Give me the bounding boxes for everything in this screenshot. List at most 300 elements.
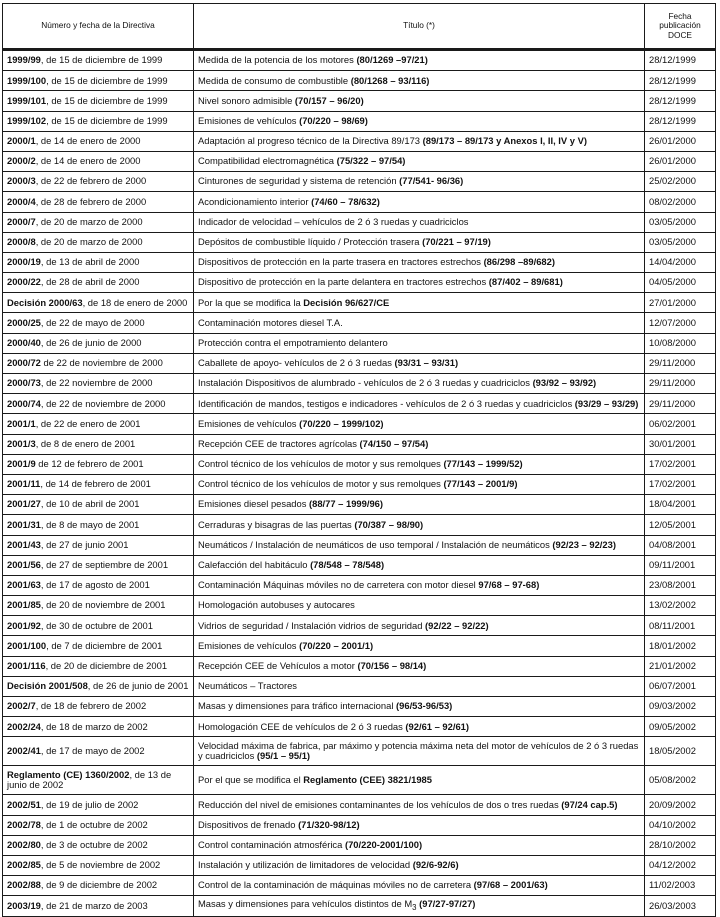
directive-date-text: , de 20 de marzo de 2000 <box>35 215 143 227</box>
directive-date-text: , de 18 de febrero de 2002 <box>35 700 147 712</box>
directive-date-text: , de 9 de diciembre de 2002 <box>40 879 158 891</box>
directive-number: 2001/27 <box>7 498 41 510</box>
title-text: Calefacción del habitáculo <box>198 559 311 571</box>
directive-number: 2002/78 <box>7 818 41 830</box>
title-text: Emisiones de vehículos <box>198 114 300 126</box>
directive-reference: (92/6-92/6) <box>412 859 459 871</box>
table-row <box>3 636 716 656</box>
table-row <box>3 575 716 595</box>
directive-number-date <box>3 575 194 595</box>
header-number-date: Número y fecha de la Directiva <box>3 4 194 50</box>
directive-date-text: , de 15 de diciembre de 1999 <box>46 114 168 126</box>
directive-title <box>194 697 645 717</box>
table-row <box>3 111 716 131</box>
directive-number: 1999/100 <box>7 74 47 86</box>
title-text: Neumáticos / Instalación de neumáticos de uso temporal / Instalación de neumáticos <box>198 538 553 550</box>
directive-reference: (93/29 – 93/29) <box>574 397 639 409</box>
directive-title <box>194 192 645 212</box>
title-text: Cerraduras y bisagras de las puertas <box>198 518 355 530</box>
directive-number: 2000/8 <box>7 236 36 248</box>
title-text: Dispositivo de protección en la parte delantera en tractores estrechos <box>198 276 489 288</box>
publication-date: 08/02/2000 <box>645 192 716 212</box>
publication-date: 21/01/2002 <box>645 656 716 676</box>
directive-number: 1999/101 <box>7 94 47 106</box>
table-row <box>3 795 716 815</box>
directive-reference: (96/53-96/53) <box>396 700 453 712</box>
directive-title <box>194 717 645 737</box>
publication-date: 29/11/2000 <box>645 374 716 394</box>
title-text: Contaminación motores diesel T.A. <box>198 316 343 328</box>
directive-title <box>194 333 645 353</box>
directive-date-text: , de 5 de noviembre de 2002 <box>40 859 161 871</box>
table-row <box>3 596 716 616</box>
directive-number: 2001/63 <box>7 579 41 591</box>
publication-date: 18/05/2002 <box>645 737 716 766</box>
title-text: Por el que se modifica el <box>198 774 304 786</box>
directive-number: 2002/88 <box>7 879 41 891</box>
title-text: Caballete de apoyo- vehículos de 2 ó 3 ruedas <box>198 357 395 369</box>
directive-title <box>194 353 645 373</box>
directive-number: Decisión 2000/63 <box>7 296 83 308</box>
directive-number: 2001/56 <box>7 559 41 571</box>
publication-date: 26/01/2000 <box>645 131 716 151</box>
directive-title <box>194 131 645 151</box>
directive-title <box>194 434 645 454</box>
directive-number: 2001/1 <box>7 417 36 429</box>
table-row <box>3 333 716 353</box>
directive-title <box>194 394 645 414</box>
directive-number-date <box>3 766 194 795</box>
directive-date-text: de 12 de febrero de 2001 <box>35 458 144 470</box>
table-row <box>3 766 716 795</box>
directive-number-date <box>3 474 194 494</box>
directive-reference: (86/298 –89/682) <box>483 256 555 268</box>
directive-number-date <box>3 212 194 232</box>
directive-date-text: , de 14 de enero de 2000 <box>35 135 141 147</box>
directive-number: 2001/100 <box>7 639 47 651</box>
title-text: Depósitos de combustible líquido / Protección trasera <box>198 236 423 248</box>
directive-reference: (70/156 – 98/14) <box>357 659 427 671</box>
table-row <box>3 414 716 434</box>
publication-date: 03/05/2000 <box>645 212 716 232</box>
directive-date-text: , de 3 de octubre de 2002 <box>40 839 148 851</box>
directive-number: 1999/99 <box>7 54 41 66</box>
publication-date: 04/05/2000 <box>645 273 716 293</box>
table-row <box>3 394 716 414</box>
directive-title <box>194 535 645 555</box>
publication-date: 28/10/2002 <box>645 835 716 855</box>
directive-date-text: , de 18 de enero de 2000 <box>82 296 188 308</box>
table-row <box>3 896 716 916</box>
directive-number-date <box>3 737 194 766</box>
publication-date: 28/12/1999 <box>645 71 716 91</box>
directive-title <box>194 111 645 131</box>
directive-number-date <box>3 835 194 855</box>
directive-number-date <box>3 495 194 515</box>
publication-date: 09/11/2001 <box>645 555 716 575</box>
directive-title <box>194 71 645 91</box>
directive-number: 2000/40 <box>7 336 41 348</box>
directive-title <box>194 835 645 855</box>
publication-date: 29/11/2000 <box>645 353 716 373</box>
directives-table <box>2 3 716 917</box>
title-text: Identificación de mandos, testigos e indicadores - vehículos de 2 ó 3 ruedas y cuadriciclos <box>198 397 575 409</box>
directive-number: 2000/19 <box>7 256 41 268</box>
publication-date: 11/02/2003 <box>645 876 716 896</box>
header-publication-date: Fecha publicación DOCE <box>645 4 716 50</box>
publication-date: 13/02/2002 <box>645 596 716 616</box>
directive-date-text: , de 22 de enero de 2001 <box>35 417 141 429</box>
header-title: Título (*) <box>194 4 645 50</box>
directive-reference: (97/68 – 2001/63) <box>473 879 548 891</box>
directive-number: 2000/72 <box>7 357 41 369</box>
directive-date-text: , de 10 de abril de 2001 <box>40 498 140 510</box>
directive-number: 2001/92 <box>7 619 41 631</box>
directive-number-date <box>3 414 194 434</box>
publication-date: 17/02/2001 <box>645 454 716 474</box>
directive-number-date <box>3 172 194 192</box>
directive-title <box>194 737 645 766</box>
directive-number-date <box>3 131 194 151</box>
directive-date-text: , de 27 de junio 2001 <box>40 538 129 550</box>
directive-title <box>194 414 645 434</box>
table-row <box>3 151 716 171</box>
publication-date: 06/07/2001 <box>645 676 716 696</box>
directive-number: 2002/85 <box>7 859 41 871</box>
directive-number-date <box>3 50 194 71</box>
directive-number: 2000/73 <box>7 377 41 389</box>
table-row <box>3 252 716 272</box>
table-row <box>3 737 716 766</box>
directive-title <box>194 293 645 313</box>
table-row <box>3 293 716 313</box>
directive-reference: (93/31 – 93/31) <box>394 357 459 369</box>
directive-title <box>194 676 645 696</box>
directive-title <box>194 50 645 71</box>
directive-reference: (70/220-2001/100) <box>344 839 423 851</box>
directive-number-date <box>3 555 194 575</box>
directive-title <box>194 795 645 815</box>
directive-reference: (70/157 – 96/20) <box>294 94 364 106</box>
directive-title <box>194 616 645 636</box>
directive-number-date <box>3 192 194 212</box>
table-row <box>3 815 716 835</box>
directive-date-text: , de 15 de diciembre de 1999 <box>46 74 168 86</box>
title-text: Masas y dimensiones para vehículos distintos de M <box>198 897 413 909</box>
directive-reference: (92/23 – 92/23) <box>552 538 616 550</box>
publication-date: 18/04/2001 <box>645 495 716 515</box>
table-row <box>3 313 716 333</box>
directive-number: 2001/3 <box>7 437 36 449</box>
directive-number-date <box>3 676 194 696</box>
table-row <box>3 495 716 515</box>
table-row <box>3 555 716 575</box>
directive-reference: Decisión 96/627/CE <box>303 296 390 308</box>
publication-date: 23/08/2001 <box>645 575 716 595</box>
directive-date-text: , de 15 de diciembre de 1999 <box>40 54 163 66</box>
table-row <box>3 172 716 192</box>
directive-title <box>194 896 645 916</box>
title-text: Por la que se modifica la <box>198 296 304 308</box>
directive-reference: (89/173 – 89/173 y Anexos I, II, IV y V) <box>422 135 587 147</box>
directive-number: 2002/41 <box>7 745 41 757</box>
directive-title <box>194 232 645 252</box>
publication-date: 25/02/2000 <box>645 172 716 192</box>
directive-number-date <box>3 111 194 131</box>
directive-reference: (95/1 – 95/1) <box>256 750 311 762</box>
directive-date-text: , de 15 de diciembre de 1999 <box>46 94 168 106</box>
publication-date: 05/08/2002 <box>645 766 716 795</box>
directive-number-date <box>3 717 194 737</box>
table-row <box>3 656 716 676</box>
table-row <box>3 374 716 394</box>
directive-number: 2002/7 <box>7 700 36 712</box>
directive-reference: (80/1268 – 93/116) <box>350 74 430 86</box>
title-text: Dispositivos de frenado <box>198 818 299 830</box>
title-text: Medida de consumo de combustible <box>198 74 351 86</box>
directive-number-date <box>3 855 194 875</box>
directive-date-text: , de 8 de enero de 2001 <box>35 437 136 449</box>
directive-date-text: , de 17 de agosto de 2001 <box>40 579 150 591</box>
directive-date-text: , de 22 de febrero de 2000 <box>35 175 147 187</box>
directive-title <box>194 555 645 575</box>
title-text: Instalación Dispositivos de alumbrado - vehículos de 2 ó 3 ruedas y cuadriciclos <box>198 377 533 389</box>
directive-number-date <box>3 333 194 353</box>
directive-reference: (70/221 – 97/19) <box>422 236 491 248</box>
title-text: Acondicionamiento interior <box>198 195 312 207</box>
title-text: Emisiones de vehículos <box>198 639 300 651</box>
publication-date: 26/03/2003 <box>645 896 716 916</box>
title-text: Masas y dimensiones para tráfico internacional <box>198 700 397 712</box>
directive-title <box>194 313 645 333</box>
directive-date-text: , de 22 de mayo de 2000 <box>40 316 145 328</box>
title-text: Neumáticos – Tractores <box>198 680 297 692</box>
directive-date-text: , de 26 de junio de 2001 <box>87 680 189 692</box>
directive-title <box>194 815 645 835</box>
directive-date-text: , de 28 de febrero de 2000 <box>35 195 147 207</box>
directive-number-date <box>3 91 194 111</box>
table-row <box>3 91 716 111</box>
directive-title <box>194 454 645 474</box>
directive-number: 2003/19 <box>7 899 41 911</box>
directive-title <box>194 876 645 896</box>
directive-reference: (93/92 – 93/92) <box>532 377 597 389</box>
directive-number: Reglamento (CE) 1360/2002 <box>7 768 130 780</box>
publication-date: 18/01/2002 <box>645 636 716 656</box>
directive-reference: (92/61 – 92/61) <box>405 720 470 732</box>
directive-reference: (97/27-97/27) <box>416 897 476 909</box>
directive-number: 2001/116 <box>7 659 46 671</box>
directive-number-date <box>3 313 194 333</box>
publication-date: 03/05/2000 <box>645 232 716 252</box>
directive-number: 2001/85 <box>7 599 41 611</box>
directive-number-date <box>3 535 194 555</box>
directive-number-date <box>3 616 194 636</box>
directive-date-text: , de 28 de abril de 2000 <box>40 276 140 288</box>
title-text: Homologación CEE de vehículos de 2 ó 3 ruedas <box>198 720 406 732</box>
title-text: Instalación y utilización de limitadores de velocidad <box>198 859 413 871</box>
directive-number: 2001/43 <box>7 538 41 550</box>
directive-date-text: , de 21 de marzo de 2003 <box>40 899 148 911</box>
directive-title <box>194 575 645 595</box>
title-text: Recepción CEE de tractores agrícolas <box>198 437 360 449</box>
directive-number-date <box>3 815 194 835</box>
directive-title <box>194 212 645 232</box>
directive-title <box>194 656 645 676</box>
publication-date: 12/07/2000 <box>645 313 716 333</box>
directive-number-date <box>3 515 194 535</box>
publication-date: 26/01/2000 <box>645 151 716 171</box>
table-row <box>3 697 716 717</box>
directive-date-text: , de 20 de marzo de 2000 <box>35 236 143 248</box>
directive-number-date <box>3 374 194 394</box>
directive-date-text: , de 20 de diciembre de 2001 <box>45 659 168 671</box>
directive-title <box>194 252 645 272</box>
title-text: Reducción del nivel de emisiones contaminantes de los vehículos de dos o tres ruedas <box>198 798 562 810</box>
title-text: Indicador de velocidad – vehículos de 2 ó 3 ruedas y cuadriciclos <box>198 215 469 227</box>
directive-number-date <box>3 293 194 313</box>
table-row <box>3 192 716 212</box>
directive-number-date <box>3 876 194 896</box>
table-row <box>3 855 716 875</box>
directive-reference: (70/220 – 98/69) <box>299 114 368 126</box>
table-row <box>3 876 716 896</box>
directive-title <box>194 766 645 795</box>
title-text: Protección contra el empotramiento delantero <box>198 336 388 348</box>
directive-number-date <box>3 151 194 171</box>
directive-reference: (97/24 cap.5) <box>561 798 618 810</box>
directive-reference: (75/322 – 97/54) <box>336 155 406 167</box>
publication-date: 29/11/2000 <box>645 394 716 414</box>
directive-date-text: , de 22 de noviembre de 2000 <box>40 397 166 409</box>
title-text: Velocidad máxima de fabrica, par máximo y potencia máxima neta del motor de vehículos de 2 ó 3 ruedas y cuadriciclos <box>198 739 639 762</box>
title-text: Vidrios de seguridad / Instalación vidrios de seguridad <box>198 619 426 631</box>
publication-date: 06/02/2001 <box>645 414 716 434</box>
directive-number-date <box>3 394 194 414</box>
title-subscript: 3 <box>412 902 417 912</box>
directive-number: 1999/102 <box>7 114 47 126</box>
directive-reference: (74/60 – 78/632) <box>311 195 380 207</box>
directive-number-date <box>3 697 194 717</box>
table-row <box>3 353 716 373</box>
directive-number-date <box>3 656 194 676</box>
directive-title <box>194 495 645 515</box>
table-row <box>3 454 716 474</box>
directive-number: 2000/3 <box>7 175 36 187</box>
directive-date-text: , de 13 de abril de 2000 <box>40 256 140 268</box>
directive-number: 2000/74 <box>7 397 41 409</box>
publication-date: 09/03/2002 <box>645 697 716 717</box>
directive-number: 2000/25 <box>7 316 41 328</box>
directive-reference: (92/22 – 92/22) <box>425 619 489 631</box>
directive-date-text: , de 20 de noviembre de 2001 <box>40 599 166 611</box>
directive-reference: (77/541- 96/36) <box>399 175 464 187</box>
directive-reference: (74/150 – 97/54) <box>359 437 429 449</box>
directive-reference: (70/220 – 1999/102) <box>299 417 384 429</box>
title-text: Contaminación Máquinas móviles no de carretera con motor diesel <box>198 579 479 591</box>
publication-date: 14/04/2000 <box>645 252 716 272</box>
table-row <box>3 676 716 696</box>
directive-number-date <box>3 273 194 293</box>
directive-number-date <box>3 636 194 656</box>
directive-title <box>194 91 645 111</box>
directive-reference: (77/143 – 2001/9) <box>443 478 518 490</box>
directive-number-date <box>3 252 194 272</box>
directive-title <box>194 172 645 192</box>
publication-date: 30/01/2001 <box>645 434 716 454</box>
directive-reference: (70/387 – 98/90) <box>354 518 424 530</box>
directive-date-text: de 22 de noviembre de 2000 <box>40 357 163 369</box>
title-text: Control técnico de los vehículos de motor y sus remolques <box>198 478 444 490</box>
publication-date: 28/12/1999 <box>645 50 716 71</box>
directive-date-text: , de 19 de julio de 2002 <box>40 798 139 810</box>
publication-date: 08/11/2001 <box>645 616 716 636</box>
directive-date-text: , de 8 de mayo de 2001 <box>40 518 140 530</box>
publication-date: 28/12/1999 <box>645 111 716 131</box>
directive-number: 2000/2 <box>7 155 36 167</box>
table-header-row <box>3 4 716 50</box>
directive-date-text: , de 13 de junio de 2002 <box>7 768 172 791</box>
title-text: Recepción CEE de Vehículos a motor <box>198 659 358 671</box>
directive-date-text: , de 26 de junio de 2000 <box>40 336 142 348</box>
publication-date: 17/02/2001 <box>645 474 716 494</box>
directive-date-text: , de 14 de enero de 2000 <box>35 155 141 167</box>
title-text: Nivel sonoro admisible <box>198 94 295 106</box>
table-row <box>3 616 716 636</box>
publication-date: 20/09/2002 <box>645 795 716 815</box>
title-text: Cinturones de seguridad y sistema de retención <box>198 175 400 187</box>
table-row <box>3 835 716 855</box>
table-row <box>3 71 716 91</box>
table-row <box>3 535 716 555</box>
directive-number: Decisión 2001/508 <box>7 680 88 692</box>
directive-title <box>194 374 645 394</box>
directive-date-text: , de 30 de octubre de 2001 <box>40 619 153 631</box>
publication-date: 09/05/2002 <box>645 717 716 737</box>
directive-title <box>194 151 645 171</box>
table-row <box>3 474 716 494</box>
directive-number: 2001/11 <box>7 478 41 490</box>
directive-title <box>194 855 645 875</box>
table-row <box>3 212 716 232</box>
directive-number-date <box>3 353 194 373</box>
directive-number: 2002/80 <box>7 839 41 851</box>
directive-reference: 97/68 – 97-68) <box>478 579 540 591</box>
directive-date-text: , de 22 noviembre de 2000 <box>40 377 153 389</box>
directive-number: 2000/1 <box>7 135 36 147</box>
directive-number-date <box>3 232 194 252</box>
directive-date-text: , de 27 de septiembre de 2001 <box>40 559 169 571</box>
table-row <box>3 717 716 737</box>
directive-reference: (87/402 – 89/681) <box>488 276 563 288</box>
directive-number-date <box>3 596 194 616</box>
directive-title <box>194 273 645 293</box>
title-text: Control contaminación atmosférica <box>198 839 345 851</box>
directive-title <box>194 515 645 535</box>
directive-number: 2000/22 <box>7 276 41 288</box>
table-row <box>3 232 716 252</box>
directive-number-date <box>3 71 194 91</box>
directive-number-date <box>3 454 194 474</box>
publication-date: 04/08/2001 <box>645 535 716 555</box>
directive-number-date <box>3 434 194 454</box>
title-text: Homologación autobuses y autocares <box>198 599 355 611</box>
directive-date-text: , de 18 de marzo de 2002 <box>40 720 148 732</box>
publication-date: 27/01/2000 <box>645 293 716 313</box>
directive-number: 2001/9 <box>7 458 36 470</box>
publication-date: 28/12/1999 <box>645 91 716 111</box>
directive-number: 2000/7 <box>7 215 36 227</box>
